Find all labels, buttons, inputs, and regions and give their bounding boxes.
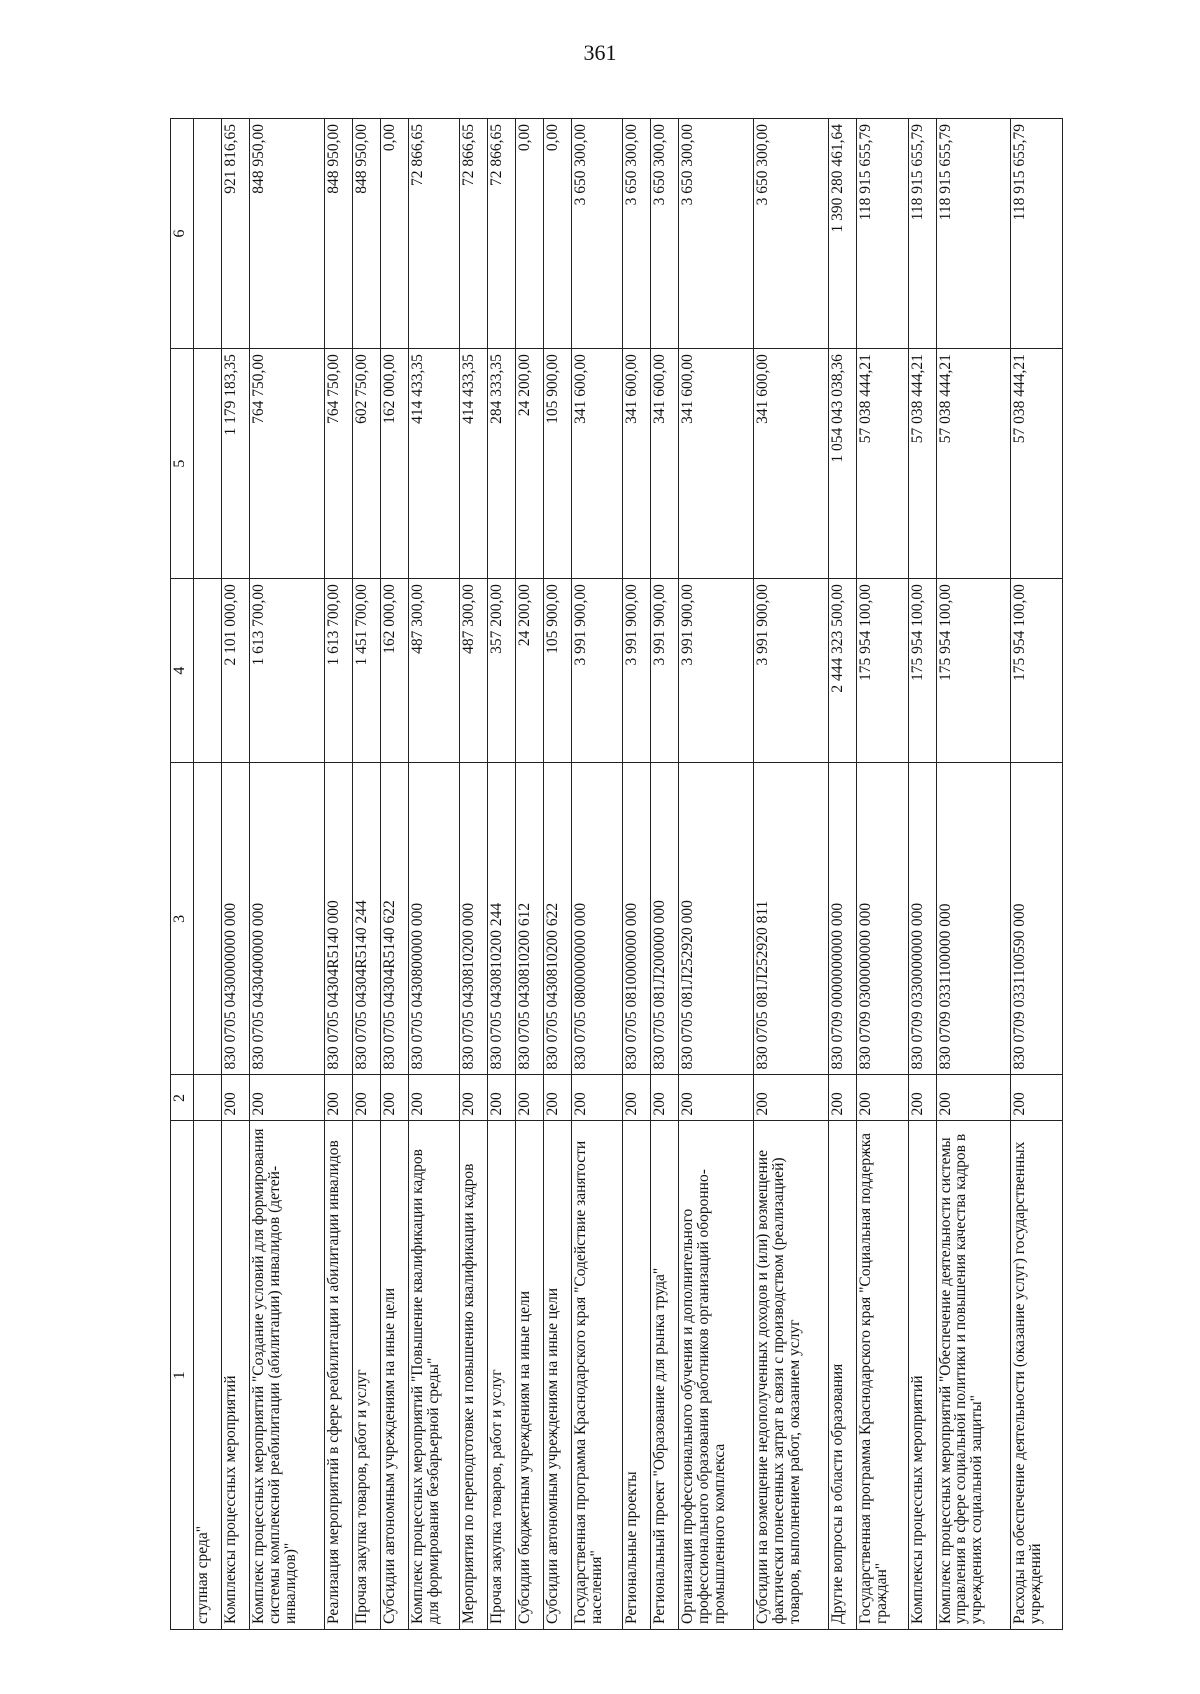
row-amount-col5-cell: 24 200,00	[516, 349, 544, 579]
row-group-cell: 200	[221, 1075, 249, 1121]
row-amount-col6-cell: 848 950,00	[352, 119, 380, 349]
row-amount-col6-cell: 72 866,65	[460, 119, 488, 349]
row-amount-col4-cell: 3 991 900,00	[754, 579, 829, 763]
row-group-cell: 200	[1011, 1075, 1063, 1121]
row-amount-col4-cell: 3 991 900,00	[651, 579, 679, 763]
row-code-cell: 830 0705 0430000000 000	[221, 763, 249, 1075]
row-amount-col4-cell: 487 300,00	[408, 579, 459, 763]
row-amount-col6-cell: 72 866,65	[488, 119, 516, 349]
table-row	[249, 119, 324, 1630]
row-name-cell: Региональный проект "Образование для рынка труда"	[651, 1121, 679, 1630]
row-code-cell: 830 0705 081Л252920 000	[679, 763, 754, 1075]
table-row	[829, 119, 857, 1630]
table-row	[221, 119, 249, 1630]
row-amount-col5-cell: 764 750,00	[249, 349, 324, 579]
row-amount-col4-cell: 2 444 323 500,00	[829, 579, 857, 763]
table-row	[516, 119, 544, 1630]
table-row	[194, 119, 222, 1630]
row-code-cell: 830 0705 0430810200 622	[544, 763, 572, 1075]
table-row	[754, 119, 829, 1630]
row-code-cell: 830 0705 0810000000 000	[623, 763, 651, 1075]
row-group-cell: 200	[544, 1075, 572, 1121]
row-amount-col6-cell: 118 915 655,79	[1011, 119, 1063, 349]
row-name-cell: Субсидии автономным учреждениям на иные цели	[380, 1121, 408, 1630]
row-amount-col4-cell: 175 954 100,00	[857, 579, 908, 763]
row-amount-col5-cell: 1 054 043 038,36	[829, 349, 857, 579]
row-amount-col6-cell: 118 915 655,79	[908, 119, 936, 349]
row-name-cell: Комплекс процессных мероприятий "Обеспечение деятельности системы управления в сфере социальной политики и повышения качества кадров в учреждениях социальной защиты"	[936, 1121, 1011, 1630]
table-row	[857, 119, 908, 1630]
row-name-cell: Региональные проекты	[623, 1121, 651, 1630]
row-amount-col6-cell: 72 866,65	[408, 119, 459, 349]
row-amount-col4-cell: 3 991 900,00	[623, 579, 651, 763]
row-group-cell: 200	[679, 1075, 754, 1121]
table-row	[1011, 119, 1063, 1630]
row-name-cell: Субсидии автономным учреждениям на иные цели	[544, 1121, 572, 1630]
page-number: 361	[583, 40, 617, 65]
row-amount-col5-cell: 341 600,00	[754, 349, 829, 579]
table-row	[679, 119, 754, 1630]
table-row	[460, 119, 488, 1630]
header-cell: 5	[171, 349, 194, 579]
row-amount-col6-cell: 3 650 300,00	[571, 119, 622, 349]
row-amount-col4-cell: 2 101 000,00	[221, 579, 249, 763]
row-code-cell: 830 0705 04304R5140 244	[352, 763, 380, 1075]
table-row	[936, 119, 1011, 1630]
row-name-cell: ступная среда"	[194, 1121, 222, 1630]
row-name-cell: Комплекс процессных мероприятий "Повышение квалификации кадров для формирования безбарьерной среды"	[408, 1121, 459, 1630]
row-name-cell: Государственная программа Краснодарского края "Социальная поддержка граждан"	[857, 1121, 908, 1630]
row-amount-col5-cell: 57 038 444,21	[936, 349, 1011, 579]
row-code-cell: 830 0705 0430800000 000	[408, 763, 459, 1075]
row-code-cell: 830 0709 0000000000 000	[829, 763, 857, 1075]
row-amount-col6-cell: 0,00	[380, 119, 408, 349]
row-group-cell: 200	[571, 1075, 622, 1121]
row-amount-col5-cell: 57 038 444,21	[857, 349, 908, 579]
row-amount-col6-cell: 3 650 300,00	[754, 119, 829, 349]
row-name-cell: Другие вопросы в области образования	[829, 1121, 857, 1630]
row-amount-col6-cell: 0,00	[516, 119, 544, 349]
row-amount-col5-cell: 105 900,00	[544, 349, 572, 579]
row-code-cell: 830 0709 0331100000 000	[936, 763, 1011, 1075]
row-amount-col5-cell: 764 750,00	[324, 349, 352, 579]
header-cell: 2	[171, 1075, 194, 1121]
row-amount-col6-cell: 848 950,00	[249, 119, 324, 349]
row-group-cell: 200	[516, 1075, 544, 1121]
row-amount-col5-cell: 1 179 183,35	[221, 349, 249, 579]
row-amount-col4-cell: 175 954 100,00	[936, 579, 1011, 763]
budget-table	[170, 118, 1063, 1630]
table-row	[352, 119, 380, 1630]
row-name-cell: Комплексы процессных мероприятий	[908, 1121, 936, 1630]
row-amount-col6-cell: 848 950,00	[324, 119, 352, 349]
row-group-cell: 200	[408, 1075, 459, 1121]
row-name-cell: Государственная программа Краснодарского края "Содействие занятости населения"	[571, 1121, 622, 1630]
row-code-cell: 830 0709 0330000000 000	[908, 763, 936, 1075]
row-amount-col4-cell: 1 613 700,00	[324, 579, 352, 763]
table-header-row	[171, 119, 194, 1630]
row-amount-col5-cell: 602 750,00	[352, 349, 380, 579]
row-amount-col4-cell: 487 300,00	[460, 579, 488, 763]
row-amount-col6-cell: 118 915 655,79	[936, 119, 1011, 349]
row-name-cell: Мероприятия по переподготовке и повышению квалификации кадров	[460, 1121, 488, 1630]
row-group-cell: 200	[488, 1075, 516, 1121]
row-name-cell: Субсидии бюджетным учреждениям на иные цели	[516, 1121, 544, 1630]
row-amount-col4-cell: 3 991 900,00	[571, 579, 622, 763]
row-code-cell: 830 0705 04304R5140 000	[324, 763, 352, 1075]
row-amount-col5-cell: 162 000,00	[380, 349, 408, 579]
row-code-cell: 830 0705 081Л200000 000	[651, 763, 679, 1075]
table-row	[908, 119, 936, 1630]
row-name-cell: Прочая закупка товаров, работ и услуг	[488, 1121, 516, 1630]
row-group-cell: 200	[857, 1075, 908, 1121]
table-row	[544, 119, 572, 1630]
row-name-cell: Реализация мероприятий в сфере реабилитации и абилитации инвалидов	[324, 1121, 352, 1630]
row-name-cell: Субсидии на возмещение недополученных доходов и (или) возмещение фактически понесенных затрат в связи с производством (реализацией) товаров, выполнением работ, оказанием услуг	[754, 1121, 829, 1630]
table-row	[488, 119, 516, 1630]
row-name-cell: Организация профессионального обучения и дополнительного профессионального образования работников организаций оборонно-промышленного комплекса	[679, 1121, 754, 1630]
table-row	[408, 119, 459, 1630]
row-amount-col6-cell: 3 650 300,00	[623, 119, 651, 349]
row-amount-col6-cell: 3 650 300,00	[651, 119, 679, 349]
row-amount-col5-cell	[194, 349, 222, 579]
row-group-cell: 200	[651, 1075, 679, 1121]
row-name-cell: Расходы на обеспечение деятельности (оказание услуг) государственных учреждений	[1011, 1121, 1063, 1630]
row-amount-col6-cell: 0,00	[544, 119, 572, 349]
header-cell: 6	[171, 119, 194, 349]
row-group-cell: 200	[324, 1075, 352, 1121]
row-amount-col6-cell: 118 915 655,79	[857, 119, 908, 349]
row-amount-col4-cell: 105 900,00	[544, 579, 572, 763]
rotated-table-container	[170, 118, 1063, 1630]
row-amount-col4-cell: 162 000,00	[380, 579, 408, 763]
row-code-cell: 830 0709 0300000000 000	[857, 763, 908, 1075]
row-amount-col4-cell: 175 954 100,00	[908, 579, 936, 763]
row-amount-col4-cell: 1 451 700,00	[352, 579, 380, 763]
row-amount-col4-cell: 357 200,00	[488, 579, 516, 763]
row-name-cell: Прочая закупка товаров, работ и услуг	[352, 1121, 380, 1630]
row-amount-col5-cell: 284 333,35	[488, 349, 516, 579]
row-amount-col4-cell: 1 613 700,00	[249, 579, 324, 763]
table-row	[571, 119, 622, 1630]
row-amount-col5-cell: 57 038 444,21	[1011, 349, 1063, 579]
row-amount-col5-cell: 341 600,00	[623, 349, 651, 579]
header-cell: 4	[171, 579, 194, 763]
header-cell: 1	[171, 1121, 194, 1630]
row-amount-col6-cell	[194, 119, 222, 349]
row-amount-col5-cell: 57 038 444,21	[908, 349, 936, 579]
row-group-cell: 200	[754, 1075, 829, 1121]
row-amount-col4-cell: 24 200,00	[516, 579, 544, 763]
row-group-cell: 200	[936, 1075, 1011, 1121]
row-amount-col5-cell: 341 600,00	[651, 349, 679, 579]
row-group-cell	[194, 1075, 222, 1121]
header-cell: 3	[171, 763, 194, 1075]
row-amount-col4-cell: 175 954 100,00	[1011, 579, 1063, 763]
table-row	[651, 119, 679, 1630]
row-amount-col5-cell: 414 433,35	[460, 349, 488, 579]
row-group-cell: 200	[352, 1075, 380, 1121]
table-row	[324, 119, 352, 1630]
row-group-cell: 200	[908, 1075, 936, 1121]
row-amount-col6-cell: 921 816,65	[221, 119, 249, 349]
row-name-cell: Комплексы процессных мероприятий	[221, 1121, 249, 1630]
table-row	[623, 119, 651, 1630]
row-amount-col5-cell: 341 600,00	[679, 349, 754, 579]
row-code-cell	[194, 763, 222, 1075]
table-row	[380, 119, 408, 1630]
row-amount-col5-cell: 341 600,00	[571, 349, 622, 579]
row-amount-col4-cell	[194, 579, 222, 763]
row-code-cell: 830 0705 0800000000 000	[571, 763, 622, 1075]
row-group-cell: 200	[829, 1075, 857, 1121]
row-group-cell: 200	[460, 1075, 488, 1121]
row-code-cell: 830 0705 0430400000 000	[249, 763, 324, 1075]
row-group-cell: 200	[623, 1075, 651, 1121]
row-group-cell: 200	[249, 1075, 324, 1121]
row-code-cell: 830 0705 081Л252920 811	[754, 763, 829, 1075]
row-code-cell: 830 0709 0331100590 000	[1011, 763, 1063, 1075]
row-code-cell: 830 0705 0430810200 612	[516, 763, 544, 1075]
row-name-cell: Комплекс процессных мероприятий "Создание условий для формирования системы комплексной реабилитации (абилитации) инвалидов (детей-инвалидов)"	[249, 1121, 324, 1630]
row-code-cell: 830 0705 0430810200 244	[488, 763, 516, 1075]
row-code-cell: 830 0705 0430810200 000	[460, 763, 488, 1075]
row-code-cell: 830 0705 04304R5140 622	[380, 763, 408, 1075]
row-amount-col4-cell: 3 991 900,00	[679, 579, 754, 763]
row-group-cell: 200	[380, 1075, 408, 1121]
row-amount-col6-cell: 1 390 280 461,64	[829, 119, 857, 349]
row-amount-col6-cell: 3 650 300,00	[679, 119, 754, 349]
row-amount-col5-cell: 414 433,35	[408, 349, 459, 579]
